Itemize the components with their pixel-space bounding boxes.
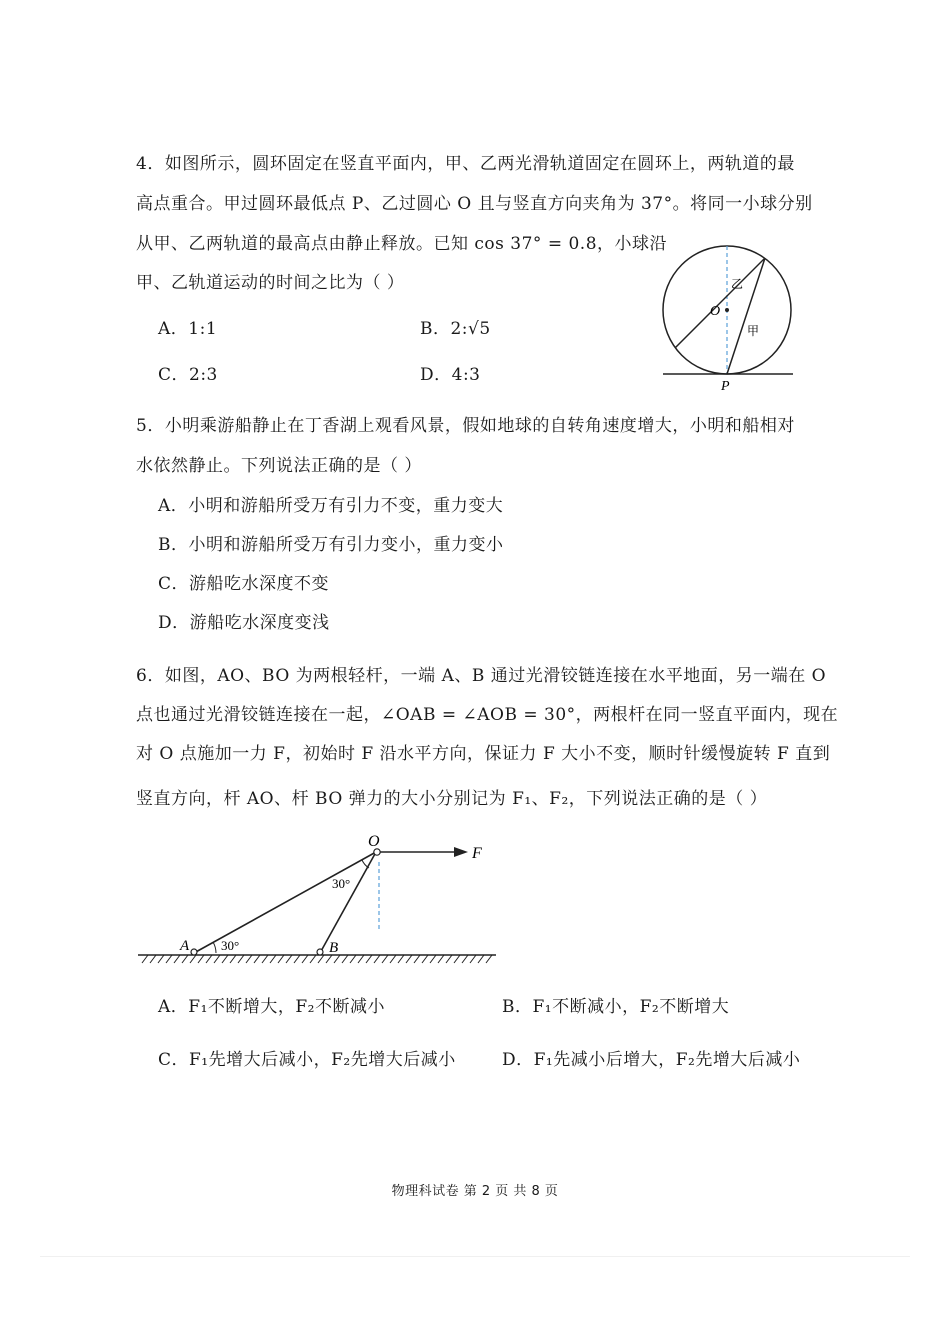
- q6-line-4: 竖直方向，杆 AO、杆 BO 弹力的大小分别记为 F₁、F₂，下列说法正确的是（ ）: [136, 789, 768, 809]
- q6-option-a: A．F₁不断增大，F₂不断减小: [158, 997, 385, 1017]
- label-F: F: [472, 845, 482, 862]
- q4-line-1: 4．如图所示，圆环固定在竖直平面内，甲、乙两光滑轨道固定在圆环上，两轨道的最: [136, 154, 795, 174]
- q4-circle-figure: [655, 240, 800, 395]
- q5-option-a: A．小明和游船所受万有引力不变，重力变大: [158, 496, 504, 516]
- q6-line-1: 6．如图，AO、BO 为两根轻杆，一端 A、B 通过光滑铰链连接在水平地面，另一端在 O: [136, 666, 827, 686]
- angle-label-A: 30°: [221, 938, 240, 953]
- q5-option-c: C．游船吃水深度不变: [158, 574, 330, 594]
- hinge-B: [317, 949, 323, 955]
- angle-arc-A: [213, 942, 216, 953]
- q5-option-d: D．游船吃水深度变浅: [158, 613, 330, 633]
- q6-rod-figure: [136, 832, 506, 972]
- hinge-A: [191, 949, 197, 955]
- arrow-head: [454, 847, 468, 857]
- label-O: O: [710, 304, 721, 319]
- q5-line-2: 水依然静止。下列说法正确的是（ ）: [136, 456, 422, 476]
- ground-hatching: [142, 955, 492, 963]
- track-jia: [727, 258, 765, 374]
- q5-line-1: 5．小明乘游船静止在丁香湖上观看风景，假如地球的自转角速度增大，小明和船相对: [136, 416, 795, 436]
- q4-option-b: B．2:√5: [420, 319, 491, 339]
- q4-line-3: 从甲、乙两轨道的最高点由静止释放。已知 cos 37° = 0.8，小球沿: [136, 234, 668, 254]
- q4-option-d: D．4:3: [420, 365, 481, 385]
- q4-option-a: A．1:1: [158, 319, 218, 339]
- bottom-rule: [40, 1256, 910, 1257]
- q6-option-d: D．F₁先减小后增大，F₂先增大后减小: [502, 1050, 801, 1070]
- label-A: A: [180, 938, 190, 954]
- angle-arc-O: [362, 860, 369, 868]
- label-P: P: [721, 379, 730, 394]
- q6-option-c: C．F₁先增大后减小，F₂先增大后减小: [158, 1050, 456, 1070]
- label-O6: O: [368, 833, 380, 850]
- q5-option-b: B．小明和游船所受万有引力变小，重力变小: [158, 535, 504, 555]
- q4-line-2: 高点重合。甲过圆环最低点 P、乙过圆心 O 且与竖直方向夹角为 37°。将同一小球分别: [136, 194, 813, 214]
- q6-option-b: B．F₁不断减小，F₂不断增大: [502, 997, 730, 1017]
- angle-label-O: 30°: [332, 876, 351, 891]
- page-footer: 物理科试卷 第 2 页 共 8 页: [391, 1184, 559, 1199]
- q6-line-3: 对 O 点施加一力 F，初始时 F 沿水平方向，保证力 F 大小不变，顺时针缓慢旋转 F 直到: [136, 744, 831, 764]
- center-point: [725, 308, 729, 312]
- q6-line-2: 点也通过光滑铰链连接在一起，∠OAB = ∠AOB = 30°，两根杆在同一竖直平面内，现在: [136, 705, 839, 725]
- q4-option-c: C．2:3: [158, 365, 218, 385]
- q4-line-4: 甲、乙轨道运动的时间之比为（ ）: [136, 273, 405, 293]
- label-B: B: [329, 940, 339, 956]
- label-jia: 甲: [747, 324, 760, 338]
- label-yi: 乙: [731, 277, 744, 291]
